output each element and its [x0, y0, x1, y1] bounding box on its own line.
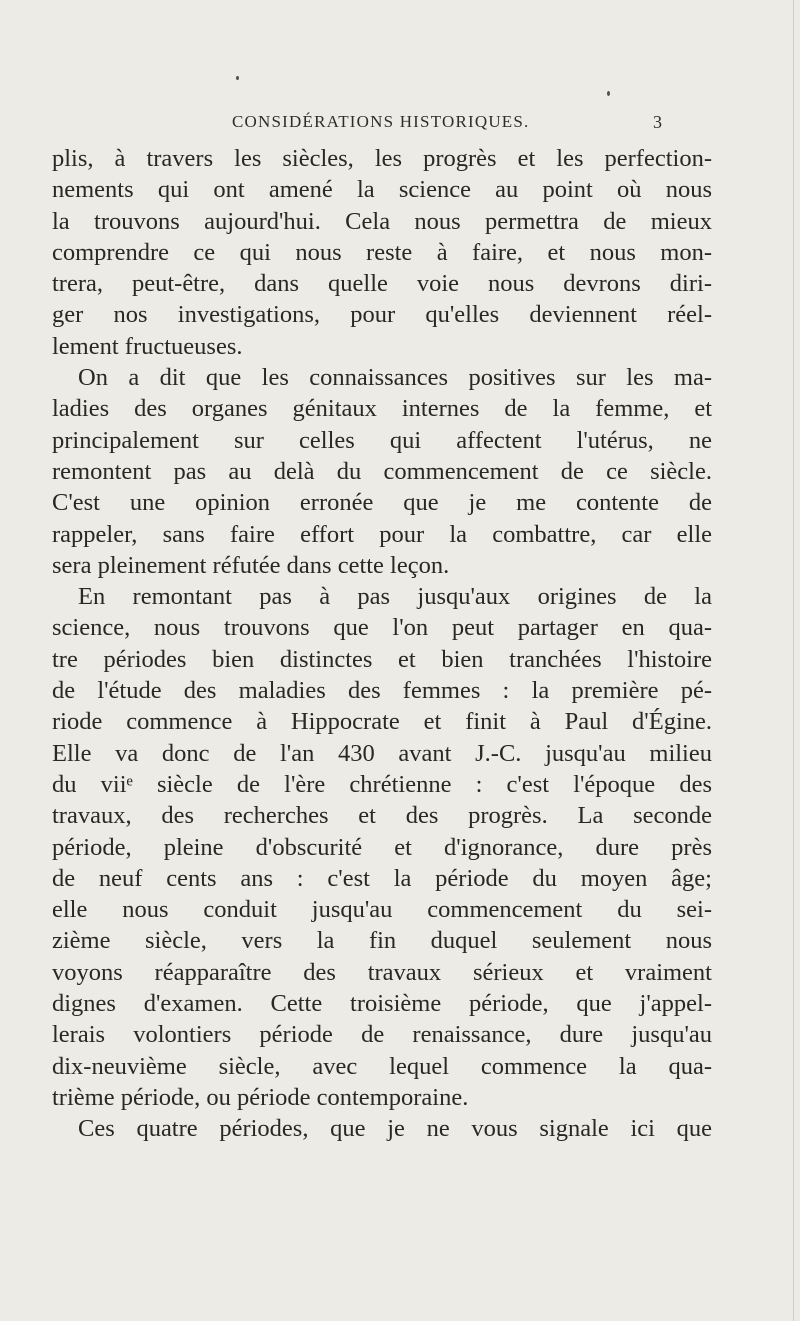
text-line: tre périodes bien distinctes et bien tranchées l'histoire: [52, 645, 712, 673]
text-line: En remontant pas à pas jusqu'aux origines de la: [78, 583, 712, 611]
text-line: comprendre ce qui nous reste à faire, et nous mon-: [52, 238, 712, 266]
text-line: dix-neuvième siècle, avec lequel commence la qua-: [52, 1052, 712, 1080]
text-line: du viiᵉ siècle de l'ère chrétienne : c'est l'époque des: [52, 770, 712, 798]
text-line: nements qui ont amené la science au point où nous: [52, 176, 712, 204]
ink-speck: [236, 76, 239, 80]
running-head-title: CONSIDÉRATIONS HISTORIQUES.: [232, 112, 530, 131]
text-line: science, nous trouvons que l'on peut partager en qua-: [52, 614, 712, 642]
text-line: zième siècle, vers la fin duquel seulement nous: [52, 927, 712, 955]
text-line: Ces quatre périodes, que je ne vous signale ici que: [78, 1115, 712, 1143]
text-line: lement fructueuses.: [52, 332, 243, 360]
text-line: rappeler, sans faire effort pour la combattre, car elle: [52, 520, 712, 548]
text-line: C'est une opinion erronée que je me contente de: [52, 489, 712, 517]
text-line: riode commence à Hippocrate et finit à Paul d'Égine.: [52, 708, 712, 736]
text-line: de l'étude des maladies des femmes : la première pé-: [52, 677, 712, 705]
text-line: lerais volontiers période de renaissance, dure jusqu'au: [52, 1021, 712, 1049]
ink-speck: [607, 91, 610, 96]
text-line: trième période, ou période contemporaine.: [52, 1083, 469, 1111]
text-line: ger nos investigations, pour qu'elles deviennent réel-: [52, 301, 712, 329]
text-line: elle nous conduit jusqu'au commencement du sei-: [52, 896, 712, 924]
page-number: 3: [653, 112, 662, 132]
body-text: [52, 143, 712, 1145]
text-line: travaux, des recherches et des progrès. La seconde: [52, 802, 712, 830]
text-line: la trouvons aujourd'hui. Cela nous permettra de mieux: [52, 207, 712, 235]
text-line: Elle va donc de l'an 430 avant J.-C. jusqu'au milieu: [52, 739, 712, 767]
text-line: On a dit que les connaissances positives sur les ma-: [78, 364, 712, 392]
text-line: ladies des organes génitaux internes de la femme, et: [52, 395, 712, 423]
text-line: période, pleine d'obscurité et d'ignorance, dure près: [52, 833, 712, 861]
text-line: dignes d'examen. Cette troisième période, que j'appel-: [52, 990, 712, 1018]
text-line: voyons réapparaître des travaux sérieux et vraiment: [52, 958, 712, 986]
text-line: sera pleinement réfutée dans cette leçon.: [52, 551, 450, 579]
text-line: remontent pas au delà du commencement de ce siècle.: [52, 457, 712, 485]
page-edge-line: [793, 0, 794, 1321]
text-line: de neuf cents ans : c'est la période du moyen âge;: [52, 864, 712, 892]
text-line: principalement sur celles qui affectent l'utérus, ne: [52, 426, 712, 454]
running-head: [232, 112, 662, 136]
text-line: trera, peut-être, dans quelle voie nous devrons diri-: [52, 270, 712, 298]
text-line: plis, à travers les siècles, les progrès et les perfection-: [52, 145, 712, 172]
